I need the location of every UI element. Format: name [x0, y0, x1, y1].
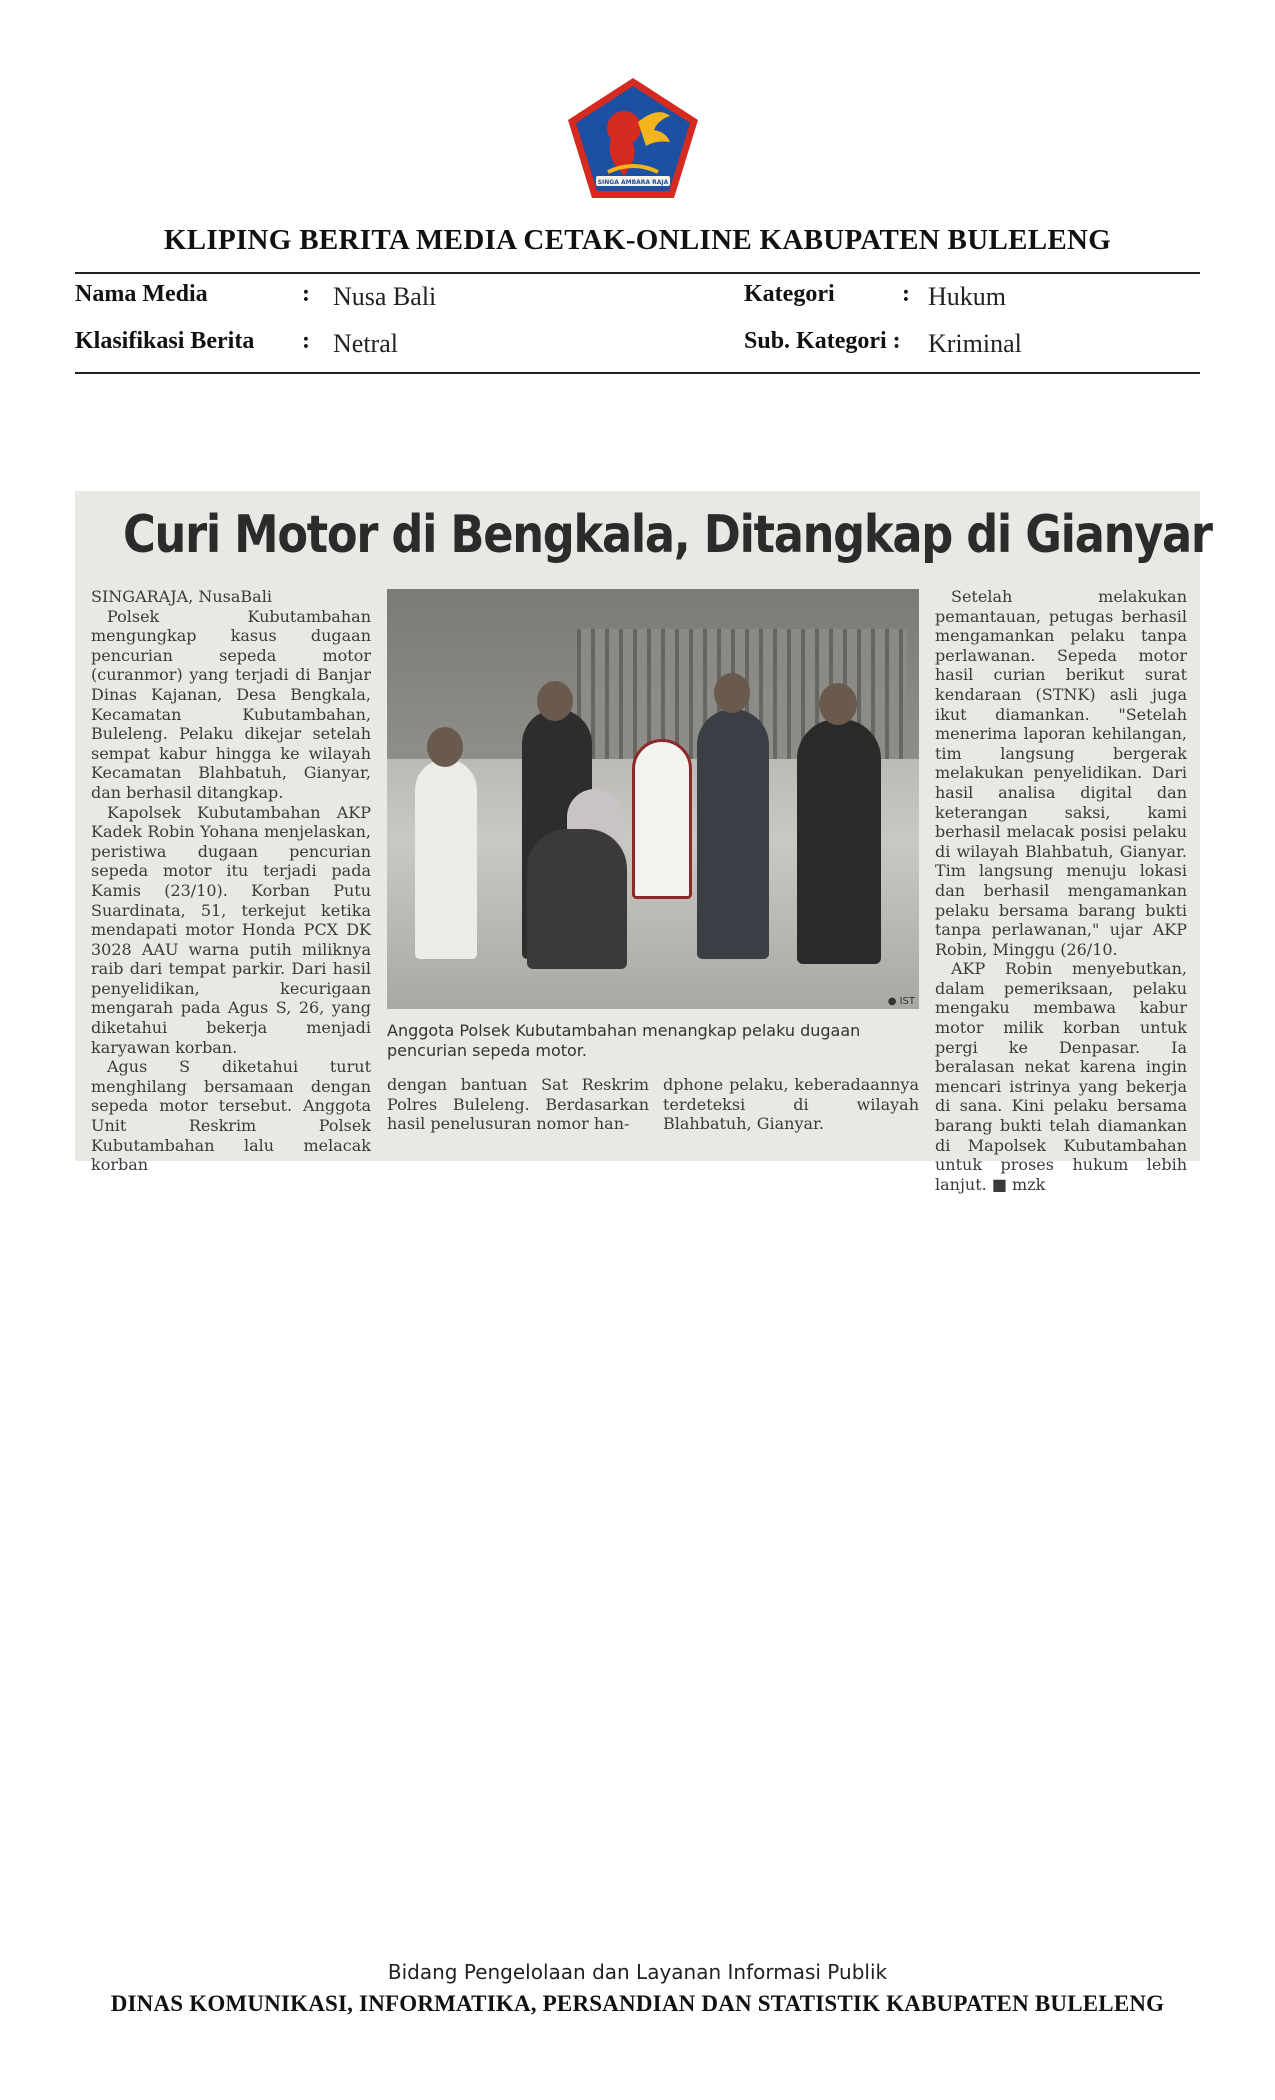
- buleleng-crest-icon: [566, 76, 700, 200]
- media-value: Nusa Bali: [333, 282, 437, 311]
- crest-motto: SINGA AMBARA RAJA: [597, 179, 669, 186]
- article-paragraph: Kapolsek Kubutambahan AKP Kadek Robin Yohana menjelaskan, peristiwa dugaan pencurian sepeda motor itu terjadi pada Kamis (23/10). Korban Putu Suardinata, 51, terkejut ketika mendapati motor Honda PCX DK 3028 AAU warna putih miliknya raib dari tempat parkir. Dari hasil penyelidikan, kecurigaan mengarah pada Agus S, 26, yang diketahui bekerja menjadi karyawan korban.: [91, 802, 371, 1057]
- buleleng-crest-logo: [566, 76, 700, 200]
- article-paragraph: Setelah melakukan pemantauan, petugas berhasil mengamankan pelaku tanpa perlawanan. Sepeda motor hasil curian berikut surat kendaraan (STNK) asli juga ikut diamankan. "Setelah menerima laporan kehilangan, tim langsung bergerak melakukan penyelidikan. Dari hasil analisa digital dan keterangan saksi, kami berhasil melacak posisi pelaku di wilayah Blahbatuh, Gianyar. Tim langsung menuju lokasi dan berhasil mengamankan pelaku bersama barang bukti tanpa perlawanan," ujar AKP Robin, Minggu (26/10.: [935, 587, 1187, 959]
- article-column-2: [387, 1075, 649, 1134]
- photo-person: [527, 829, 627, 969]
- footer-title: DINAS KOMUNIKASI, INFORMATIKA, PERSANDIAN DAN STATISTIK KABUPATEN BULELENG: [110, 1991, 1165, 2016]
- document-title: KLIPING BERITA MEDIA CETAK-ONLINE KABUPATEN BULELENG: [163, 224, 1112, 256]
- article-paragraph: dphone pelaku, keberadaannya terdeteksi di wilayah Blahbatuh, Gianyar.: [663, 1075, 919, 1134]
- category-label: Kategori: [744, 281, 835, 307]
- article-paragraph: AKP Robin menyebutkan, dalam pemeriksaan, pelaku mengaku membawa kabur motor milik korban untuk pergi ke Denpasar. Ia beralasan nekat karena ingin mencari istrinya yang bekerja di sana. Kini pelaku bersama barang bukti telah diamankan di Mapolsek Kubutambahan untuk proses hukum lebih lanjut. ■ mzk: [935, 959, 1187, 1194]
- newspaper-clipping: [75, 491, 1212, 1194]
- header-rule-top: [75, 272, 1200, 274]
- classification-colon: :: [302, 328, 310, 354]
- article-dateline: SINGARAJA, NusaBali: [91, 587, 272, 606]
- article-paragraph: Polsek Kubutambahan mengungkap kasus dugaan pencurian sepeda motor (curanmor) yang terjadi di Banjar Dinas Kajanan, Desa Bengkala, Kecamatan Kubutambahan, Buleleng. Pelaku dikejar setelah sempat kabur hingga ke wilayah Kecamatan Blahbatuh, Gianyar, dan berhasil ditangkap.: [91, 606, 371, 802]
- photo-credit: ● IST: [887, 996, 915, 1007]
- header-rule-bottom: [75, 372, 1200, 374]
- classification-value: Netral: [333, 329, 398, 358]
- article-paragraph: dengan bantuan Sat Reskrim Polres Buleleng. Berdasarkan hasil penelusuran nomor han-: [387, 1075, 649, 1134]
- article-paragraph: Agus S diketahui turut menghilang bersamaan dengan sepeda motor tersebut. Anggota Unit Reskrim Polsek Kubutambahan lalu melacak korban: [91, 1057, 371, 1175]
- media-colon: :: [302, 281, 310, 307]
- photo-person: [797, 719, 881, 964]
- article-column-1: [91, 587, 371, 1175]
- subcategory-value: Kriminal: [928, 329, 1022, 358]
- photo-person: [415, 759, 477, 959]
- subcategory-label: Sub. Kategori :: [744, 328, 901, 354]
- category-colon: :: [902, 281, 910, 307]
- photo-motorcycle: [632, 739, 692, 899]
- article-headline: Curi Motor di Bengkala, Ditangkap di Gianyar: [123, 505, 1212, 565]
- classification-label: Klasifikasi Berita: [75, 328, 255, 354]
- category-value: Hukum: [928, 282, 1006, 311]
- footer-subtitle: Bidang Pengelolaan dan Layanan Informasi Publik: [387, 1960, 888, 1984]
- photo-caption: Anggota Polsek Kubutambahan menangkap pelaku dugaan pencurian sepeda motor.: [387, 1021, 861, 1060]
- photo-person: [697, 709, 769, 959]
- news-photo: [387, 589, 919, 1009]
- article-column-4: [935, 587, 1187, 1194]
- article-column-3: [663, 1075, 919, 1134]
- media-label: Nama Media: [75, 281, 208, 307]
